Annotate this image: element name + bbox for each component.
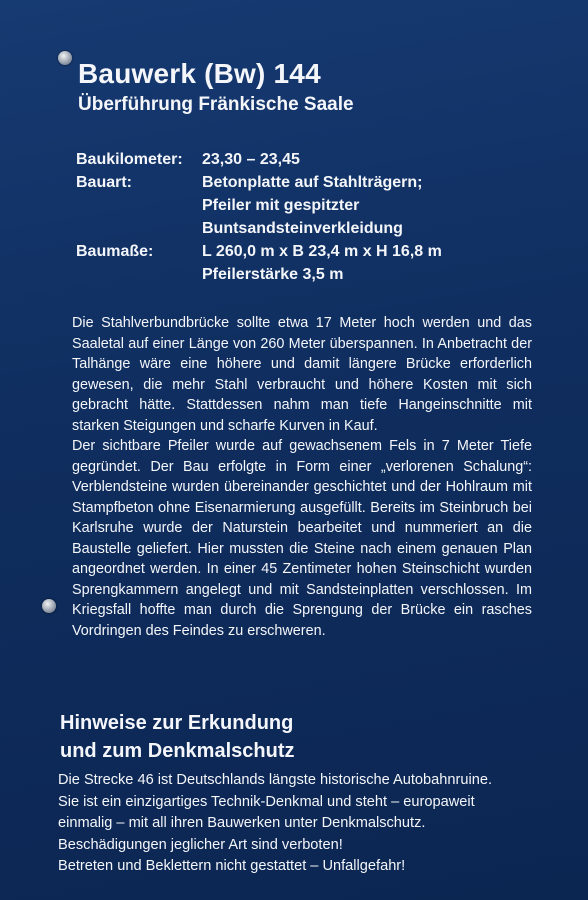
spec-table xyxy=(76,148,442,286)
notice-line: Sie ist ein einzigartiges Technik-Denkmal und steht – europaweit xyxy=(58,793,475,810)
description-text xyxy=(72,313,532,641)
spec-row-baukilometer xyxy=(76,148,442,171)
spec-value: 23,30 – 23,45 xyxy=(202,151,300,168)
spec-value: L 260,0 m x B 23,4 m x H 16,8 m Pfeilerstärke 3,5 m xyxy=(202,243,442,283)
notice-title: Hinweise zur Erkundung und zum Denkmalschutz xyxy=(60,712,295,762)
spec-row-bauart xyxy=(76,171,442,240)
screw-head-icon xyxy=(58,51,72,65)
spec-row-bausmasse xyxy=(76,240,442,286)
description-paragraph: Der sichtbare Pfeiler wurde auf gewachsenem Fels in 7 Meter Tiefe gegründet. Der Bau erfolgte in Form einer „verlorenen Schalung“: Verblendsteine wurden übereinander geschichtet und der Hohlraum mit Stampfbeton ohne Eisenarmierung ausgefüllt. Bereits im Steinbruch bei Karlsruhe wurde der Naturstein bearbeitet und nummeriert an die Baustelle geliefert. Hier mussten die Steine nach einem genauen Plan angeordnet werden. In einer 45 Zentimeter hohen Steinschicht wurden Sprengkammern angelegt und mit Sandsteinplatten verschlossen. Im Kriegsfall hoffte man durch die Sprengung der Brücke ein rasches Vordringen des Feindes zu erschweren. xyxy=(72,438,532,639)
description-paragraph: Die Stahlverbundbrücke sollte etwa 17 Meter hoch werden und das Saaletal auf einer Länge von 260 Meter überspannen. In Anbetracht der Talhänge wäre eine höhere und damit längere Brücke erforderlich gewesen, die mehr Stahl verbraucht und höhere Kosten mit sich gebracht hätte. Stattdessen nahm man tiefe Hangeinschnitte mit starken Steigungen und scharfe Kurven in Kauf. xyxy=(72,315,532,434)
screw-head-icon xyxy=(42,599,56,613)
sign-title: Bauwerk (Bw) 144 xyxy=(78,58,321,89)
notice-line: Betreten und Beklettern nicht gestattet – Unfallgefahr! xyxy=(58,858,406,874)
notice-line: Die Strecke 46 ist Deutschlands längste historische Autobahnruine. xyxy=(58,772,493,788)
spec-label: Bauart: xyxy=(76,174,133,191)
spec-label: Baukilometer: xyxy=(76,151,183,168)
spec-label: Baumaße: xyxy=(76,243,154,260)
sign-subtitle: Überführung Fränkische Saale xyxy=(78,94,354,115)
spec-value: Betonplatte auf Stahlträgern; Pfeiler mit gespitzter Buntsandsteinverkleidung xyxy=(202,174,423,237)
notice-line: einmalig – mit all ihren Bauwerken unter Denkmalschutz. xyxy=(58,815,426,831)
notice-line: Beschädigungen jeglicher Art sind verboten! xyxy=(58,836,343,853)
notice-text xyxy=(58,770,538,878)
